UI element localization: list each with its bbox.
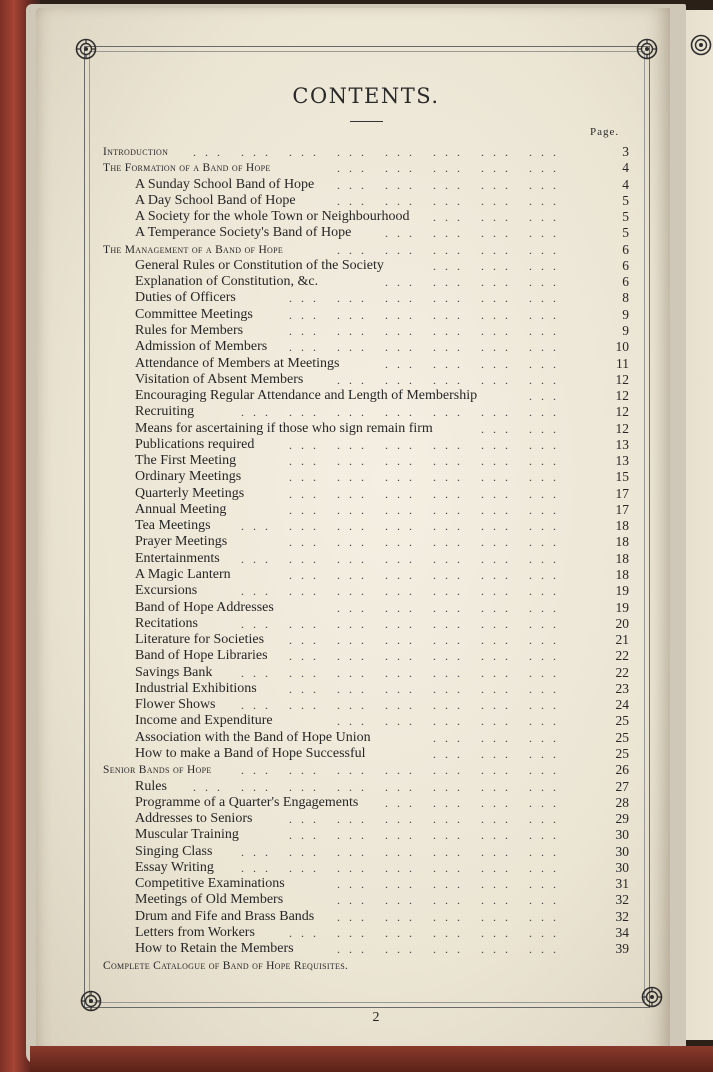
toc-entry [0,225,713,241]
toc-entry-title: Literature for Societies [135,632,265,648]
toc-entry-title: The Formation of a Band of Hope [103,162,271,175]
page-title: CONTENTS. [292,84,440,108]
toc-entry-page: 23 [615,680,629,696]
toc-entry-page: 11 [616,355,629,371]
toc-entry-title: Encouraging Regular Attendance and Length of Membership [135,388,478,404]
toc-entry-page: 5 [622,225,629,241]
toc-entry-title: Explanation of Constitution, &c. [135,274,319,290]
toc-entry-title: Muscular Training [135,827,239,843]
toc-entry-title: How to Retain the Members [135,941,294,957]
toc-entry-title: A Society for the whole Town or Neighbourhood [135,209,410,225]
dot-leader: ... ... ... ... ... ... ... [241,665,565,680]
page-column-heading: Page. [590,126,620,138]
dot-leader: ... ... ... ... ... ... ... [241,519,565,534]
toc-entry-page: 18 [615,518,629,534]
toc-entry [0,551,713,567]
toc-entry [0,209,713,225]
dot-leader: ... ... ... ... ... ... ... [241,551,565,566]
dot-leader: ... ... ... ... ... [337,193,565,208]
toc-entry-page: 26 [615,762,629,778]
dot-leader: ... ... ... ... ... ... ... [241,698,565,713]
dot-leader: ... ... ... ... ... ... [289,502,565,517]
corner-rosette-icon [636,38,658,60]
toc-entry-page: 28 [615,794,629,810]
toc-entry-title: A Day School Band of Hope [135,192,296,208]
toc-entry-title: Rules for Members [135,322,244,338]
toc-entry-title: Income and Expenditure [135,713,273,729]
dot-leader: ... ... ... ... ... ... [289,681,565,696]
toc-entry [0,404,713,420]
dot-leader: ... ... ... ... ... ... [289,454,565,469]
dot-leader: ... ... ... ... ... ... [289,470,565,485]
toc-entry-page: 18 [615,567,629,583]
toc-entry [0,177,713,193]
dot-leader: ... ... [481,421,565,436]
dot-leader: ... ... ... ... ... ... [289,535,565,550]
toc-entry [0,437,713,453]
dot-leader: ... ... ... ... ... ... ... [241,844,565,859]
dot-leader: ... ... ... ... ... ... ... [241,616,565,631]
corner-rosette-icon [641,986,663,1008]
toc-entry-page: 21 [615,632,629,648]
toc-entry-page: 22 [615,664,629,680]
toc-entry [0,534,713,550]
dot-leader: ... ... ... [433,258,565,273]
toc-entry-page: 15 [615,469,629,485]
toc-entry-page: 4 [622,176,629,192]
toc-entry [0,697,713,713]
toc-entry-page: 22 [615,648,629,664]
toc-entry-title: Addresses to Seniors [135,811,253,827]
toc-entry [0,242,713,258]
toc-entry-title: The First Meeting [135,453,237,469]
toc-entry [0,290,713,306]
toc-entry [0,372,713,388]
dot-leader: ... ... ... ... ... ... ... [241,584,565,599]
toc-entry-page: 25 [615,729,629,745]
toc-entry [0,795,713,811]
toc-entry-title: Complete Catalogue of Band of Hope Requisites. [103,959,349,972]
toc-entry-page: 18 [615,550,629,566]
dot-leader: ... ... ... ... ... [337,600,565,615]
dot-leader: ... ... ... ... ... ... [289,340,565,355]
toc-entry-page: 25 [615,713,629,729]
toc-entry [0,844,713,860]
dot-leader: ... ... ... ... [385,356,565,371]
dot-leader: ... ... ... ... ... [337,177,565,192]
toc-entry-title: Visitation of Absent Members [135,371,304,387]
toc-entry-title: Ordinary Meetings [135,469,242,485]
toc-entry-title: Essay Writing [135,859,214,875]
toc-entry-page: 30 [615,843,629,859]
toc-entry-page: 12 [615,371,629,387]
dot-leader: ... ... ... ... ... [337,877,565,892]
dot-leader: ... ... ... ... ... ... ... [241,763,565,778]
toc-entry-page: 30 [615,859,629,875]
toc-entry-page: 5 [622,209,629,225]
toc-entry [0,925,713,941]
toc-entry-title: Singing Class [135,843,213,859]
toc-entry-page: 29 [615,811,629,827]
dot-leader: ... ... ... ... ... ... [289,437,565,452]
toc-entry-page: 19 [615,599,629,615]
dot-leader: ... ... ... ... ... ... [289,486,565,501]
toc-entry [0,616,713,632]
toc-entry-page: 6 [622,274,629,290]
toc-entry [0,632,713,648]
toc-entry [0,746,713,762]
toc-entry-page: 10 [615,339,629,355]
toc-entry-page: 17 [615,501,629,517]
toc-entry-page: 39 [615,941,629,957]
toc-entry-page: 6 [622,241,629,257]
dot-leader: ... ... ... ... ... ... [289,323,565,338]
toc-entry [0,518,713,534]
toc-entry-page: 32 [615,892,629,908]
toc-entry-title: Publications required [135,436,255,452]
toc-entry [0,648,713,664]
toc-entry-title: Band of Hope Addresses [135,599,274,615]
toc-entry-page: 31 [615,876,629,892]
toc-entry [0,730,713,746]
toc-entry [0,144,713,160]
toc-entry [0,339,713,355]
toc-entry [0,502,713,518]
toc-entry-page: 18 [615,534,629,550]
toc-entry-page: 27 [615,778,629,794]
toc-entry-page: 17 [615,485,629,501]
toc-entry [0,860,713,876]
toc-entry-title: A Sunday School Band of Hope [135,176,315,192]
dot-leader: ... ... ... ... [385,226,565,241]
dot-leader: ... ... ... [433,730,565,745]
toc-entry-title: A Temperance Society's Band of Hope [135,225,352,241]
toc-entry [0,892,713,908]
dot-leader: ... ... ... ... ... ... ... [241,405,565,420]
dot-leader: ... ... ... ... ... ... ... ... [193,145,565,159]
toc-entry [0,665,713,681]
dot-leader: ... ... ... ... ... ... [289,633,565,648]
dot-leader: ... [529,389,565,404]
toc-entry-title: Duties of Officers [135,290,236,306]
toc-entry [0,600,713,616]
toc-entry-title: Senior Bands of Hope [103,764,212,777]
toc-entry [0,762,713,778]
dot-leader: ... ... ... [433,746,565,761]
toc-entry [0,323,713,339]
toc-entry-title: Committee Meetings [135,306,253,322]
corner-rosette-icon [75,38,97,60]
toc-entry [0,453,713,469]
dot-leader: ... ... ... ... ... [337,714,565,729]
book-cover-bottom [30,1046,713,1072]
dot-leader: ... ... ... ... ... ... [289,291,565,306]
toc-entry-title: Letters from Workers [135,924,255,940]
toc-entry [0,567,713,583]
toc-entry-title: Admission of Members [135,339,268,355]
toc-entry [0,909,713,925]
toc-entry-page: 12 [615,388,629,404]
toc-entry [0,681,713,697]
toc-entry [0,958,713,974]
dot-leader: ... ... ... ... ... [337,893,565,908]
toc-entry-title: Meetings of Old Members [135,892,284,908]
dot-leader: ... ... ... ... ... [337,161,565,176]
toc-entry-title: Introduction [103,146,169,158]
toc-entry [0,876,713,892]
toc-entry [0,469,713,485]
toc-entry-page: 32 [615,908,629,924]
toc-entry-page: 34 [615,924,629,940]
toc-entry-title: Savings Bank [135,664,213,680]
toc-entry-title: Tea Meetings [135,518,211,534]
toc-entry-title: Annual Meeting [135,501,227,517]
toc-entry [0,274,713,290]
dot-leader: ... ... ... ... ... [337,942,565,957]
dot-leader: ... ... ... [433,210,565,225]
toc-entry [0,388,713,404]
toc-entry [0,356,713,372]
toc-entry-page: 9 [622,306,629,322]
toc-entry-title: Quarterly Meetings [135,485,245,501]
toc-entry [0,258,713,274]
toc-entry-title: Attendance of Members at Meetings [135,355,340,371]
toc-entry [0,827,713,843]
toc-entry-title: Competitive Examinations [135,876,285,892]
dot-leader: ... ... ... ... ... [337,242,565,257]
title-rule [350,121,383,122]
dot-leader: ... ... ... ... ... ... [289,307,565,322]
dot-leader: ... ... ... ... ... [337,909,565,924]
toc-entry-page: 25 [615,745,629,761]
toc-entry-page: 12 [615,420,629,436]
toc-entry-page: 13 [615,436,629,452]
toc-entry [0,307,713,323]
toc-entry-title: Band of Hope Libraries [135,648,268,664]
toc-entry-page: 24 [615,697,629,713]
dot-leader: ... ... ... ... ... ... [289,812,565,827]
toc-entry-page: 3 [622,144,629,159]
toc-entry-page: 13 [615,453,629,469]
toc-entry-title: The Management of a Band of Hope [103,243,284,256]
toc-entry-page: 5 [622,192,629,208]
toc-entry-page: 9 [622,322,629,338]
toc-entry-page: 20 [615,615,629,631]
dot-leader: ... ... ... ... [385,275,565,290]
corner-rosette-icon [80,990,102,1012]
toc-entry-title: A Magic Lantern [135,567,231,583]
dot-leader: ... ... ... ... ... [337,372,565,387]
toc-entry [0,941,713,957]
toc-entry-title: Association with the Band of Hope Union [135,729,371,745]
toc-entry-page: 4 [622,160,629,176]
toc-entry-title: General Rules or Constitution of the Society [135,257,384,273]
toc-entry-title: Flower Shows [135,697,216,713]
toc-entry-page: 12 [615,404,629,420]
toc-entry-title: Entertainments [135,550,220,566]
toc-entry [0,486,713,502]
toc-entry-title: Drum and Fife and Brass Bands [135,908,315,924]
dot-leader: ... ... ... ... ... ... ... [241,860,565,875]
toc-entry-title: How to make a Band of Hope Successful [135,745,366,761]
dot-leader: ... ... ... ... ... ... [289,828,565,843]
toc-entry-title: Rules [135,778,167,794]
toc-entry-title: Programme of a Quarter's Engagements [135,794,359,810]
toc-entry-title: Recitations [135,615,198,631]
toc-entry [0,811,713,827]
toc-entry-page: 30 [615,827,629,843]
next-page-rosette-icon [690,34,712,56]
toc-entry-title: Industrial Exhibitions [135,680,257,696]
toc-entry-page: 6 [622,257,629,273]
page-number: 2 [372,1010,380,1025]
toc-entry-title: Means for ascertaining if those who sign remain firm [135,420,433,436]
toc-entry [0,193,713,209]
dot-leader: ... ... ... ... ... ... [289,649,565,664]
toc-entry-title: Recruiting [135,404,195,420]
toc-entry [0,779,713,795]
toc-entry [0,421,713,437]
toc-entry [0,583,713,599]
dot-leader: ... ... ... ... ... ... [289,568,565,583]
toc-entry-page: 8 [622,290,629,306]
dot-leader: ... ... ... ... ... ... [289,925,565,940]
toc-entry-title: Excursions [135,583,198,599]
toc-entry-title: Prayer Meetings [135,534,228,550]
dot-leader: ... ... ... ... ... ... ... ... [193,779,565,794]
dot-leader: ... ... ... ... [385,795,565,810]
toc-entry [0,160,713,176]
toc-entry-page: 19 [615,583,629,599]
toc-entry [0,713,713,729]
